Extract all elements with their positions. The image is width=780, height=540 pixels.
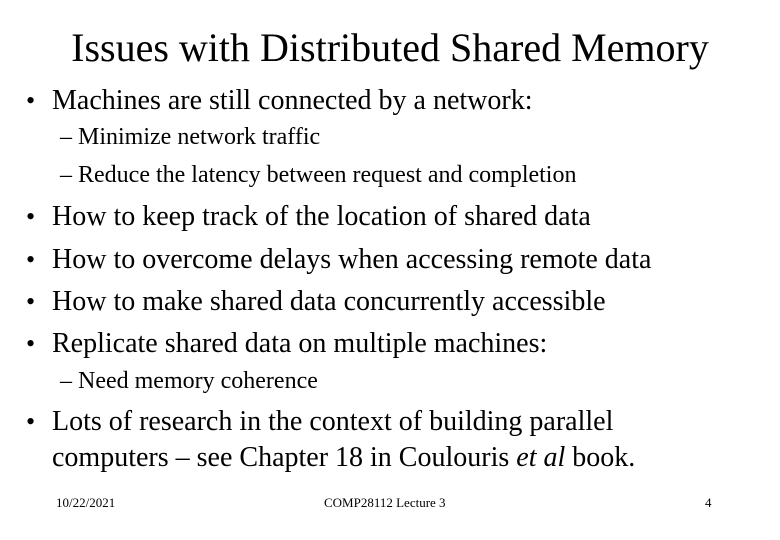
bullet-icon: •: [26, 86, 36, 115]
bullet-item: [0, 200, 780, 234]
bullet-text-italic: et al: [516, 442, 566, 473]
footer-page-number: 4: [705, 495, 712, 510]
bullet-text: Replicate shared data on multiple machines:: [52, 328, 548, 359]
bullet-text-part: book.: [565, 442, 636, 473]
bullet-icon: •: [26, 329, 36, 358]
bullet-item: [0, 405, 780, 439]
sub-bullet-text: – Need memory coherence: [60, 368, 318, 394]
footer-course: COMP28112 Lecture 3: [324, 495, 446, 510]
bullet-icon: •: [26, 245, 36, 274]
bullet-icon: •: [26, 287, 36, 316]
slide-title: Issues with Distributed Shared Memory: [71, 25, 709, 70]
bullet-icon: •: [26, 202, 36, 231]
bullet-item: [0, 84, 780, 118]
bullet-text: How to overcome delays when accessing remote data: [52, 244, 652, 275]
bullet-text: Lots of research in the context of building parallel: [52, 406, 614, 437]
bullet-text: Machines are still connected by a network:: [52, 85, 533, 116]
bullet-icon: •: [26, 407, 36, 436]
bullet-text-part: computers – see Chapter 18 in Coulouris: [52, 442, 517, 473]
footer-date: 10/22/2021: [56, 495, 116, 510]
sub-bullet-text: – Minimize network traffic: [60, 124, 321, 150]
bullet-text-continuation: [52, 441, 635, 475]
bullet-text: How to keep track of the location of shared data: [52, 201, 591, 232]
bullet-item: [0, 243, 780, 277]
sub-bullet-text: – Reduce the latency between request and completion: [60, 162, 577, 188]
bullet-text: How to make shared data concurrently accessible: [52, 286, 606, 317]
bullet-item: [0, 285, 780, 319]
bullet-item: [0, 327, 780, 361]
